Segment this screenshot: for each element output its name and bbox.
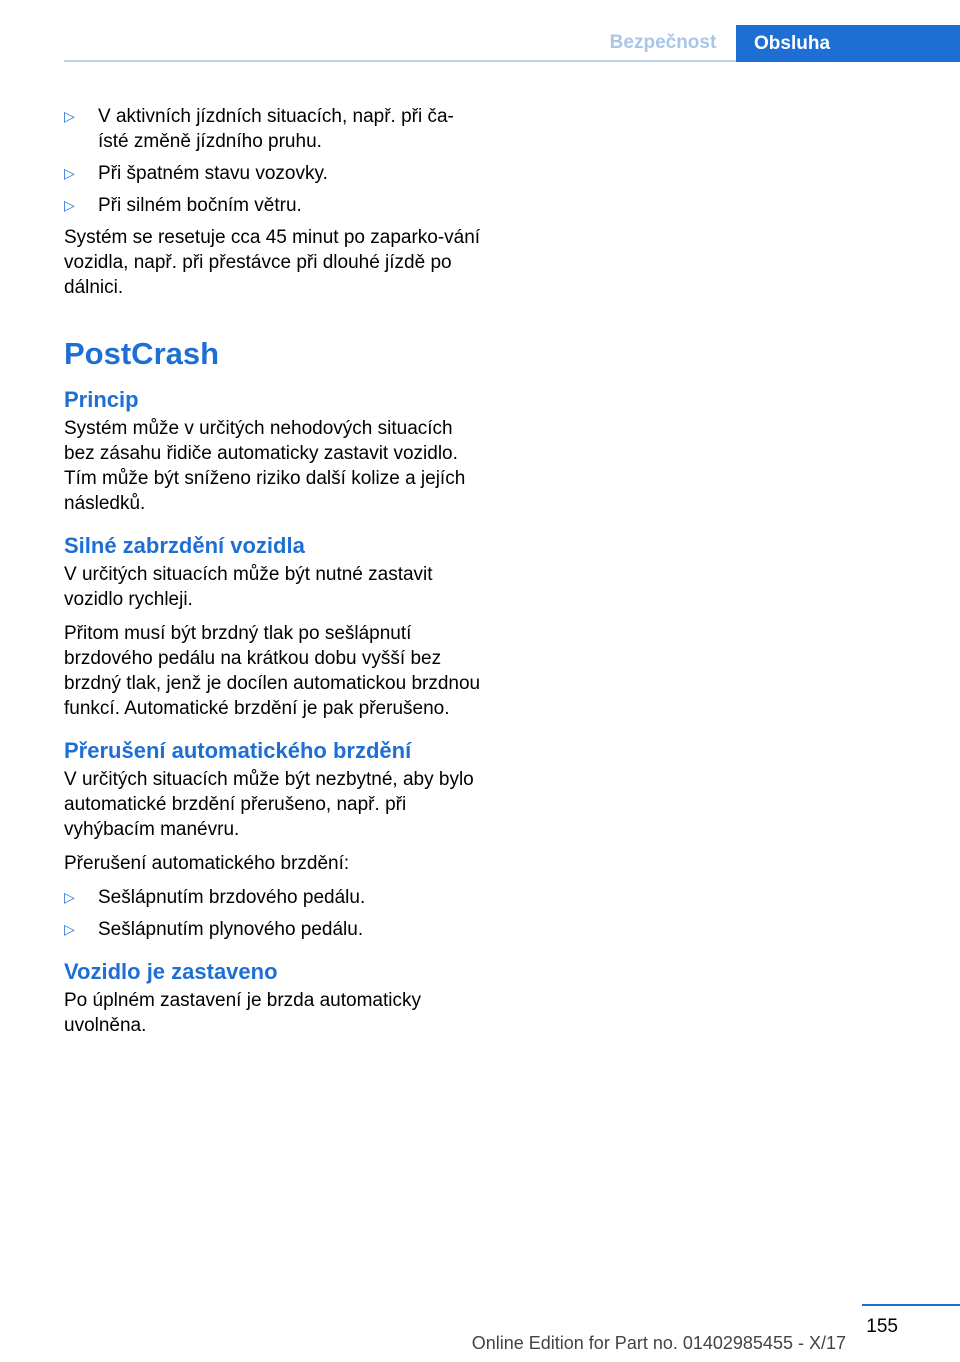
list-item-text: Sešlápnutím plynového pedálu.	[98, 919, 364, 940]
interrupt-text-2: Přerušení automatického brzdění:	[64, 853, 350, 874]
triangle-bullet-icon: ▷	[64, 165, 75, 181]
list-item-text: Při silném bočním větru.	[98, 195, 302, 216]
list-item	[64, 104, 484, 154]
section-title: PostCrash	[64, 336, 220, 371]
principle-heading: Princip	[64, 387, 139, 412]
strong-braking-text-2: Přitom musí být brzdný tlak po sešlápnutí brzdového pedálu na krátkou dobu vyšší bez brzdný tlak, jenž je docílen automatickou brzdnou funkcí. Automatické brzdění je pak přerušeno.	[64, 623, 481, 719]
triangle-bullet-icon: ▷	[64, 108, 75, 124]
stopped-text: Po úplném zastavení je brzda automaticky uvolněna.	[64, 990, 421, 1036]
strong-braking-heading: Silné zabrzdění vozidla	[64, 533, 305, 558]
triangle-bullet-icon: ▷	[64, 921, 75, 937]
list-item-text: Sešlápnutím brzdového pedálu.	[98, 887, 366, 908]
page-number: 155	[866, 1316, 898, 1337]
tab-obsluha[interactable]: Obsluha	[736, 25, 960, 62]
footer-divider	[862, 1304, 960, 1306]
intro-paragraph: Systém se resetuje cca 45 minut po zaparko-vání vozidla, např. při přestávce při dlouhé jízdě po dálnici.	[64, 227, 481, 298]
edition-footer: Online Edition for Part no. 01402985455 - X/17	[471, 1333, 846, 1353]
list-item	[64, 885, 484, 910]
strong-braking-text-1: V určitých situacích může být nutné zastavit vozidlo rychleji.	[64, 564, 433, 610]
interrupt-text-1: V určitých situacích může být nezbytné, aby bylo automatické brzdění přerušeno, např. při vyhýbacím manévru.	[64, 769, 474, 840]
page-content	[64, 104, 484, 1047]
principle-text: Systém může v určitých nehodových situacích bez zásahu řidiče automaticky zastavit vozidlo. Tím může být sníženo riziko další kolize a jejích následků.	[64, 418, 466, 514]
stopped-heading: Vozidlo je zastaveno	[64, 959, 278, 984]
triangle-bullet-icon: ▷	[64, 197, 75, 213]
interrupt-heading: Přerušení automatického brzdění	[64, 738, 412, 763]
list-item-text: Při špatném stavu vozovky.	[98, 163, 328, 184]
list-item	[64, 917, 484, 942]
list-item-text: V aktivních jízdních situacích, např. při ča-ísté změně jízdního pruhu.	[98, 106, 454, 152]
tab-bezpecnost[interactable]: Bezpečnost	[609, 32, 717, 53]
list-item	[64, 193, 484, 218]
triangle-bullet-icon: ▷	[64, 889, 75, 905]
list-item	[64, 161, 484, 186]
